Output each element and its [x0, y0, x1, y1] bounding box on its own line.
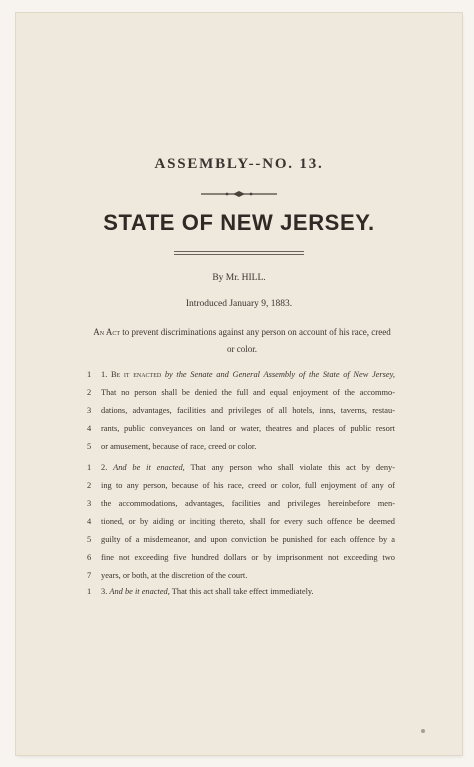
ornamental-rule: [199, 190, 279, 198]
line-number: 3: [87, 499, 92, 508]
section-number: 3.: [101, 587, 110, 596]
section-2-line-7: [87, 570, 396, 581]
line-text: fine not exceeding five hundred dollars or by imprisonment not exceeding two: [101, 553, 395, 562]
section-3-line-1: [87, 586, 396, 597]
line-text: That any person who shall violate this act by deny-: [184, 463, 396, 472]
section-number: 1.: [101, 370, 111, 379]
section-2-line-5: [87, 534, 396, 545]
act-title: [82, 324, 402, 358]
line-text: rants, public conveyances on land or water, theatres and places of public resort: [101, 424, 395, 433]
enacting-clause: by the Senate and General Assembly of the State of New Jersey,: [161, 370, 395, 379]
state-heading: STATE OF NEW JERSEY.: [103, 210, 375, 235]
line-text: or amusement, because of race, creed or color.: [101, 442, 257, 451]
line-number: 6: [87, 553, 92, 562]
section-1-line-4: [87, 423, 396, 434]
line-number: 7: [87, 571, 92, 580]
line-number: 5: [87, 535, 92, 544]
introduced-date: Introduced January 9, 1883.: [185, 299, 293, 309]
line-text: years, or both, at the discretion of the court.: [101, 571, 248, 580]
line-number: 3: [87, 406, 92, 415]
assembly-number-heading: ASSEMBLY--NO. 13.: [154, 156, 324, 172]
line-text: guilty of a misdemeanor, and upon conviction be punished for each offence by a: [101, 535, 395, 544]
section-1-line-5: [87, 441, 396, 452]
section-2-line-4: [87, 516, 396, 527]
line-text: That this act shall take effect immediately.: [169, 587, 314, 596]
line-text: ing to any person, because of his race, creed or color, full enjoyment of any of: [101, 481, 395, 490]
act-title-text-1: to prevent discriminations against any person on account of his race, creed: [120, 327, 391, 337]
section-2-line-2: [87, 480, 396, 491]
enacting-phrase: Be it enacted: [110, 370, 162, 379]
enacting-phrase: And be it enacted,: [113, 463, 185, 472]
line-text: tioned, or by aiding or inciting thereto, shall for every such offence be deemed: [101, 517, 395, 526]
line-number: 2: [87, 388, 92, 397]
line-number: 4: [87, 424, 92, 433]
line-number: 1: [87, 463, 92, 472]
line-text: That no person shall be denied the full and equal enjoyment of the accommo-: [101, 388, 395, 397]
sponsor-line: By Mr. HILL.: [212, 273, 266, 283]
line-text: the accommodations, advantages, facilities and privileges hereinbefore men-: [101, 499, 395, 508]
paper-speck: [421, 729, 425, 733]
line-text: dations, advantages, facilities and privileges of all hotels, inns, taverns, restau-: [101, 406, 395, 415]
line-number: 1: [87, 587, 92, 596]
section-2-line-3: [87, 498, 396, 509]
double-rule-top: [174, 251, 304, 252]
section-1-line-3: [87, 405, 396, 416]
section-2-line-6: [87, 552, 396, 563]
act-prefix: An Act: [93, 327, 121, 337]
enacting-phrase: And be it enacted,: [109, 587, 170, 596]
line-number: 2: [87, 481, 92, 490]
double-rule-bottom: [174, 254, 304, 255]
document-page: [16, 13, 462, 755]
line-number: 1: [87, 370, 92, 379]
act-title-text-2: or color.: [227, 344, 257, 354]
section-1-line-2: [87, 387, 396, 398]
section-1-line-1: [87, 369, 396, 380]
line-number: 4: [87, 517, 92, 526]
section-number: 2.: [101, 463, 114, 472]
section-2-line-1: [87, 462, 396, 473]
line-number: 5: [87, 442, 92, 451]
